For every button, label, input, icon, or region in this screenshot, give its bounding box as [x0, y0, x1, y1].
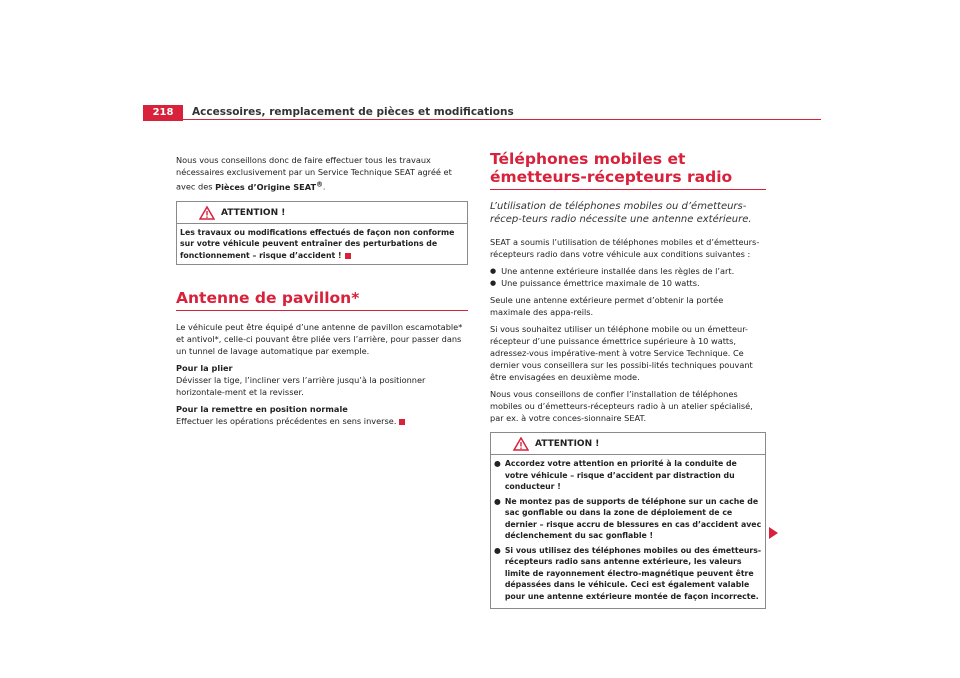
bullet-icon: ●	[494, 545, 501, 555]
subheading-fold	[176, 362, 468, 374]
lead-paragraph: L’utilisation de téléphones mobiles ou d’émetteurs-récep-teurs radio nécessite une antenne extérieure.	[490, 201, 752, 225]
intro-text: Nous vous conseillons donc de faire effectuer tous les travaux nécessaires exclusivement par un Service Technique SEAT agréé et avec des	[176, 155, 452, 192]
warning-item	[494, 496, 762, 542]
warning-body	[491, 455, 765, 608]
conditions-list	[490, 265, 766, 289]
intro-end: .	[322, 181, 326, 192]
power-paragraph: Si vous souhaitez utiliser un téléphone mobile ou un émetteur-récepteur d’une puissance émettrice supérieure à 10 watts, adressez-vous impérative-ment à votre Service Technique. Ce dernier vous conseillera sur les possibi-lités techniques pouvant être envisagées en deuxième mode.	[490, 324, 753, 382]
list-item	[490, 277, 766, 289]
list-item-text: Une antenne extérieure installée dans les règles de l’art.	[501, 266, 735, 276]
header-divider	[143, 119, 821, 120]
warning-triangle-icon	[199, 206, 215, 220]
fold-paragraph: Dévisser la tige, l’incliner vers l’arrière jusqu’à la positionner horizontale-ment et la revisser.	[176, 375, 426, 398]
warning-header	[491, 433, 765, 455]
section-divider	[176, 310, 468, 311]
conditions-paragraph: SEAT a soumis l’utilisation de téléphones mobiles et d’émetteurs-récepteurs radio dans votre véhicule aux conditions suivantes :	[490, 237, 760, 259]
range-paragraph: Seule une antenne extérieure permet d’obtenir la portée maximale des appa-reils.	[490, 295, 724, 317]
warning-item-text: Ne montez pas de supports de téléphone sur un cache de sac gonflable ou dans la zone de déploiement de ce dernier – risque accru de blessures en cas d’accident avec déclenchement du sac gonflable !	[504, 496, 762, 540]
warning-header	[177, 202, 467, 224]
bullet-icon: ●	[494, 496, 501, 506]
left-column	[176, 154, 468, 432]
section-divider	[490, 189, 766, 190]
page-number: 218	[143, 105, 183, 121]
list-item	[490, 265, 766, 277]
antenna-paragraph: Le véhicule peut être équipé d’une antenne de pavillon escamotable* et antivol*, celle-ci pouvant être pliée vers l’arrière, pour passer dans un tunnel de lavage automatique par exemple.	[176, 322, 463, 357]
intro-paragraph	[176, 154, 468, 193]
warning-item	[494, 545, 762, 603]
end-square-icon	[399, 419, 405, 425]
subheading-restore	[176, 403, 468, 415]
section-title-phones: Téléphones mobiles et émetteurs-récepteurs radio	[490, 150, 733, 186]
warning-box	[490, 432, 766, 609]
warning-text: Les travaux ou modifications effectués de façon non conforme sur votre véhicule peuvent entraîner des perturbations de fonctionnement – risque d’accident !	[180, 227, 455, 260]
warning-item-text: Accordez votre attention en priorité à la conduite de votre véhicule – risque d’accident par distraction du conducteur !	[504, 459, 737, 491]
bullet-icon: ●	[490, 267, 497, 275]
restore-paragraph	[176, 415, 468, 427]
continue-arrow-icon	[769, 527, 778, 539]
registered-mark: ®	[316, 180, 323, 188]
restore-text: Effectuer les opérations précédentes en sens inverse.	[176, 416, 397, 427]
warning-box	[176, 201, 468, 266]
intro-bold	[215, 182, 323, 192]
installation-paragraph: Nous vous conseillons de confier l’installation de téléphones mobiles ou d’émetteurs-récepteurs radio à un atelier spécialisé, par ex. à votre conces-sionnaire SEAT.	[490, 389, 753, 423]
end-square-icon	[345, 253, 351, 259]
warning-triangle-icon	[513, 437, 529, 451]
subheading-fold-text: Pour la plier	[176, 363, 233, 374]
bullet-icon: ●	[490, 279, 497, 287]
list-item-text: Une puissance émettrice maximale de 10 watts.	[501, 278, 700, 288]
bullet-icon: ●	[494, 459, 501, 468]
warning-body	[177, 224, 467, 265]
warning-title: ATTENTION !	[535, 439, 600, 449]
running-header: Accessoires, remplacement de pièces et modifications	[192, 106, 514, 118]
intro-bold-text: Pièces d’Origine SEAT	[215, 181, 317, 192]
section-title-antenna: Antenne de pavillon*	[176, 289, 360, 308]
warning-item	[494, 458, 762, 493]
warning-item-text: Si vous utilisez des téléphones mobiles ou des émetteurs-récepteurs radio sans antenne extérieure, les valeurs limite de rayonnement électro-magnétique peuvent être dépassées dans le véhicule. Ceci est également valable pour une antenne extérieure montée de façon incorrecte.	[504, 545, 762, 601]
subheading-restore-text: Pour la remettre en position normale	[176, 404, 348, 415]
warning-title: ATTENTION !	[221, 207, 286, 218]
right-column	[490, 150, 766, 619]
